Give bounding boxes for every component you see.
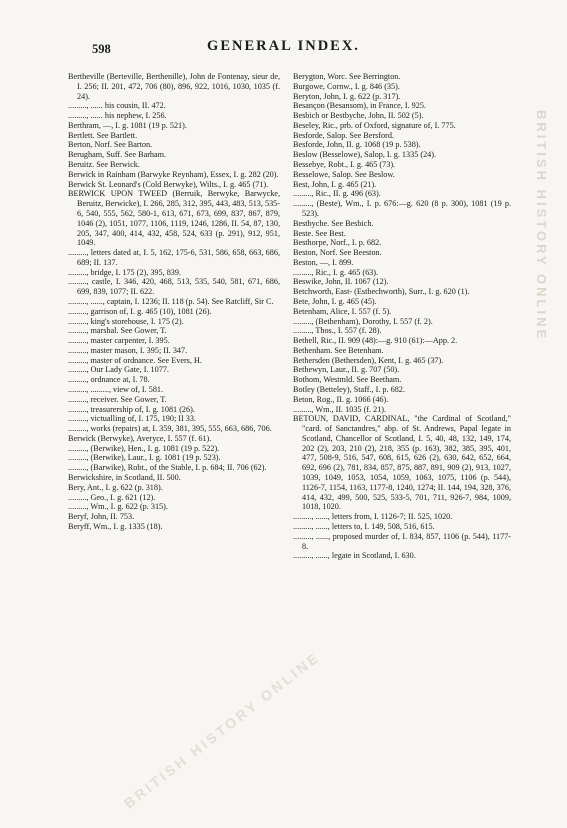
index-entry: ........., Thos., I. 557 (f. 28). [293, 326, 382, 336]
index-column-left [68, 72, 280, 532]
index-entry: ........., marshal. See Gower, T. [68, 326, 167, 336]
index-entry: Berwick St. Leonard's (Cold Berwyke), Wilts., I. g. 465 (71). [68, 179, 269, 189]
index-entry: ........., Wm., II. 1035 (f. 21). [293, 404, 387, 414]
index-entry: ........., Geo., I. g. 621 (12). [68, 492, 156, 502]
index-entry: ........., Ric., I. g. 465 (63). [293, 267, 379, 277]
index-entry: ........., (Barwike), Robt., of the Stable, I. p. 684; II. 706 (62). [68, 463, 267, 473]
watermark-diagonal: BRITISH HISTORY ONLINE [120, 648, 323, 812]
index-entry: Bethewyn, Laur., II. g. 707 (50). [293, 365, 400, 375]
index-entry: Besforde, John, II. g. 1068 (19 p. 538). [293, 140, 421, 150]
index-entry: Bethersden (Bethersden), Kent, I. g. 465 (37). [293, 355, 444, 365]
index-entry: Beston, Norf. See Beeston. [293, 248, 382, 258]
index-entry: Besançon (Besansom), in France, I. 925. [293, 101, 427, 111]
index-entry: BERWICK UPON TWEED (Berruik, Berwyke, Barwycke, Beruitz, Berwicke), I. 266, 285, 312, 395, 443, 483, 513, 535-6, 540, 555, 562, 580-1, 613, 671, 673, 699, 837, 867, 879, 1046 (2), 1051, 1077, 1106, 1119, 1246, 1286, II. 54, 87, 130, 205, 347, 400, 414, 432, 458, 524, 633 (p. 291), 912, 951, 1049. [68, 189, 280, 248]
index-entry: ........., victualling of, I. 175, 190; II 33. [68, 414, 197, 424]
index-entry: ........., (Bethenham), Dorothy, I. 557 (f. 2). [293, 316, 433, 326]
index-entry: Besthorpe, Norf., I. p. 682. [293, 238, 382, 248]
index-entry: ........., (Beste), Wm., I. p. 676:—g. 620 (8 p. 300), 1081 (19 p. 523). [293, 199, 511, 218]
index-entry: ........., master carpenter, I. 395. [68, 336, 170, 346]
index-entry: ........., ......, proposed murder of, I. 834, 857, 1106 (p. 544), 1177-8. [293, 531, 511, 551]
index-column-right [293, 72, 511, 561]
index-entry: Bertheville (Berteville, Berthenille), John de Fontenay, sieur de, I. 256; II. 201, 472, 706 (80), 896, 922, 1016, 1030, 1035 (f. 24). [68, 72, 280, 101]
index-entry: ........., garrison of, I. g. 465 (10), 1081 (26). [68, 306, 212, 316]
index-entry: Beston, —, I. 899. [293, 257, 354, 267]
index-entry: BETOUN, DAVID, CARDINAL, "the Cardinal of Scotland," "card. of Sanctandres," abp. of St. Andrews, Papal legate in Scotland, Chancellor of Scotland, I. 5, 40, 48, 132, 149, 174, 202 (2), 203, 210 (2), 218, 355 (p. 163), 382, 385, 395, 401, 477, 508-9, 516, 547, 608, 615, 626 (2), 630, 642, 652, 664, 692, 696 (2), 781, 834, 857, 875, 887, 891, 909 (2), 913, 1027, 1039, 1049, 1053, 1054, 1059, 1063, 1075, 1106 (p. 544), 1126-7, 1154, 1163, 1177-8, 1240, 1274; II. 144, 194, 328, 376, 414, 432, 499, 500, 525, 533-5, 701, 711, 926-7, 984, 1009, 1018, 1020. [293, 414, 511, 512]
index-entry: Besforde, Salop. See Bersford. [293, 130, 394, 140]
index-entry: Betchworth, East- (Estbechworth), Surr., I. g. 620 (1). [293, 287, 470, 297]
index-entry: Bothom, Westmld. See Beetham. [293, 375, 402, 385]
index-entry: Berygton, Worc. See Berrington. [293, 72, 401, 81]
index-entry: ........., castle, I. 346, 420, 468, 513, 535, 540, 581, 671, 686, 699, 839, 1077; II. 622. [68, 277, 280, 297]
index-entry: ........., ......, letters from, I. 1126-7; II. 525, 1020. [293, 512, 453, 522]
index-entry: ........., king's storehouse, I. 175 (2). [68, 316, 184, 326]
index-entry: Beruitz. See Berwick. [68, 160, 140, 170]
index-entry: Beton, Rog., II. g. 1066 (46). [293, 394, 389, 404]
watermark: BRITISH HISTORY ONLINE [534, 110, 549, 342]
index-entry: ........., ........., view of, I. 581. [68, 385, 164, 394]
index-entry: Berwick in Rainham (Barwyke Reynham), Essex, I. g. 282 (20). [68, 169, 279, 179]
index-entry: Beslow (Besselowe), Salop, I. g. 1335 (24). [293, 150, 437, 160]
index-entry: Beryff, Wm., I. g. 1335 (18). [68, 521, 163, 531]
index-entry: Berthram, —, I. g. 1081 (19 p. 521). [68, 120, 187, 130]
index-entry: ........., ......, legate in Scotland, I. 630. [293, 551, 416, 561]
index-entry: Bery, Ant., I. g. 622 (p. 318). [68, 482, 163, 492]
index-entry: Beseley, Ric., prb. of Oxford, signature of, I. 775. [293, 120, 456, 130]
index-entry: ........., master of ordnance. See Evers, H. [68, 355, 202, 365]
index-entry: ........., bridge, I. 175 (2), 395, 839. [68, 267, 182, 277]
index-entry: Beste. See Best. [293, 228, 346, 238]
index-entry: ........., ......, letters to, I. 149, 508, 516, 615. [293, 521, 435, 531]
index-entry: Berwick (Berwyke), Averyce, I. 557 (f. 61). [68, 433, 212, 443]
index-entry: Berwickshire, in Scotland, II. 500. [68, 473, 181, 483]
index-entry: ........., ......, captain, I. 1236; II. 118 (p. 54). See Ratcliff, Sir C. [68, 296, 274, 306]
index-entry: Besbich or Bestbyche, John, II. 502 (5). [293, 111, 424, 121]
index-entry: ........., master mason, I. 395; II. 347. [68, 345, 188, 355]
index-entry: ........., Ric., II. g. 496 (63). [293, 189, 381, 199]
index-entry: ........., treasurership of, I. g. 1081 (26). [68, 404, 195, 414]
index-entry: Betenham, Alice, I. 557 (f. 5). [293, 306, 392, 316]
index-entry: ........., ...... his cousin, II. 472. [68, 101, 166, 111]
index-entry: Beryton, John, I. g. 622 (p. 317). [293, 91, 401, 101]
index-entry: Besselowe, Salop. See Beslow. [293, 169, 395, 179]
index-entry: Botley (Betteley), Staff., I. p. 682. [293, 385, 405, 394]
index-entry: Berugham, Suff. See Barham. [68, 150, 167, 160]
index-entry: Beswike, John, II. 1067 (12). [293, 277, 389, 287]
index-entry: Burgowe, Cornw., I. g. 846 (35). [293, 81, 400, 91]
index-entry: ........., works (repairs) at, I. 359, 381, 395, 555, 663, 686, 706. [68, 424, 272, 434]
index-entry: Berton, Norf. See Barton. [68, 140, 153, 150]
index-entry: ........., receiver. See Gower, T. [68, 394, 167, 404]
index-entry: Best, John, I. g. 465 (21). [293, 179, 377, 189]
index-entry: ........., Our Lady Gate, I. 1077. [68, 365, 169, 375]
page-number: 598 [92, 42, 111, 56]
index-entry: Beryf, John, II. 753. [68, 512, 135, 522]
index-entry: ........., ordnance at, I. 78. [68, 375, 150, 385]
index-entry: Bestbyche. See Besbich. [293, 218, 374, 228]
index-entry: ........., ...... his nephew, I. 256. [68, 111, 167, 121]
index-entry: Bethenham. See Betenham. [293, 345, 384, 355]
index-entry: Bertlett. See Bartlett. [68, 130, 138, 140]
index-entry: Bete, John, I. g. 465 (45). [293, 296, 377, 306]
index-entry: Bethell, Ric., II. 909 (48):—g. 910 (61):—App. 2. [293, 336, 458, 346]
index-entry: ........., (Berwike), Hen., I. g. 1081 (19 p. 522). [68, 443, 220, 453]
index-entry: Bessebye, Robt., I. g. 465 (73). [293, 160, 396, 170]
index-entry: ........., letters dated at, I. 5, 162, 175-6, 531, 586, 658, 663, 686, 689; II. 137. [68, 248, 280, 267]
index-entry: ........., (Berwike), Laur., I. g. 1081 (19 p. 523). [68, 453, 221, 463]
page-title: GENERAL INDEX. [207, 38, 360, 54]
index-entry: ........., Wm., I. g. 622 (p. 315). [68, 502, 168, 512]
